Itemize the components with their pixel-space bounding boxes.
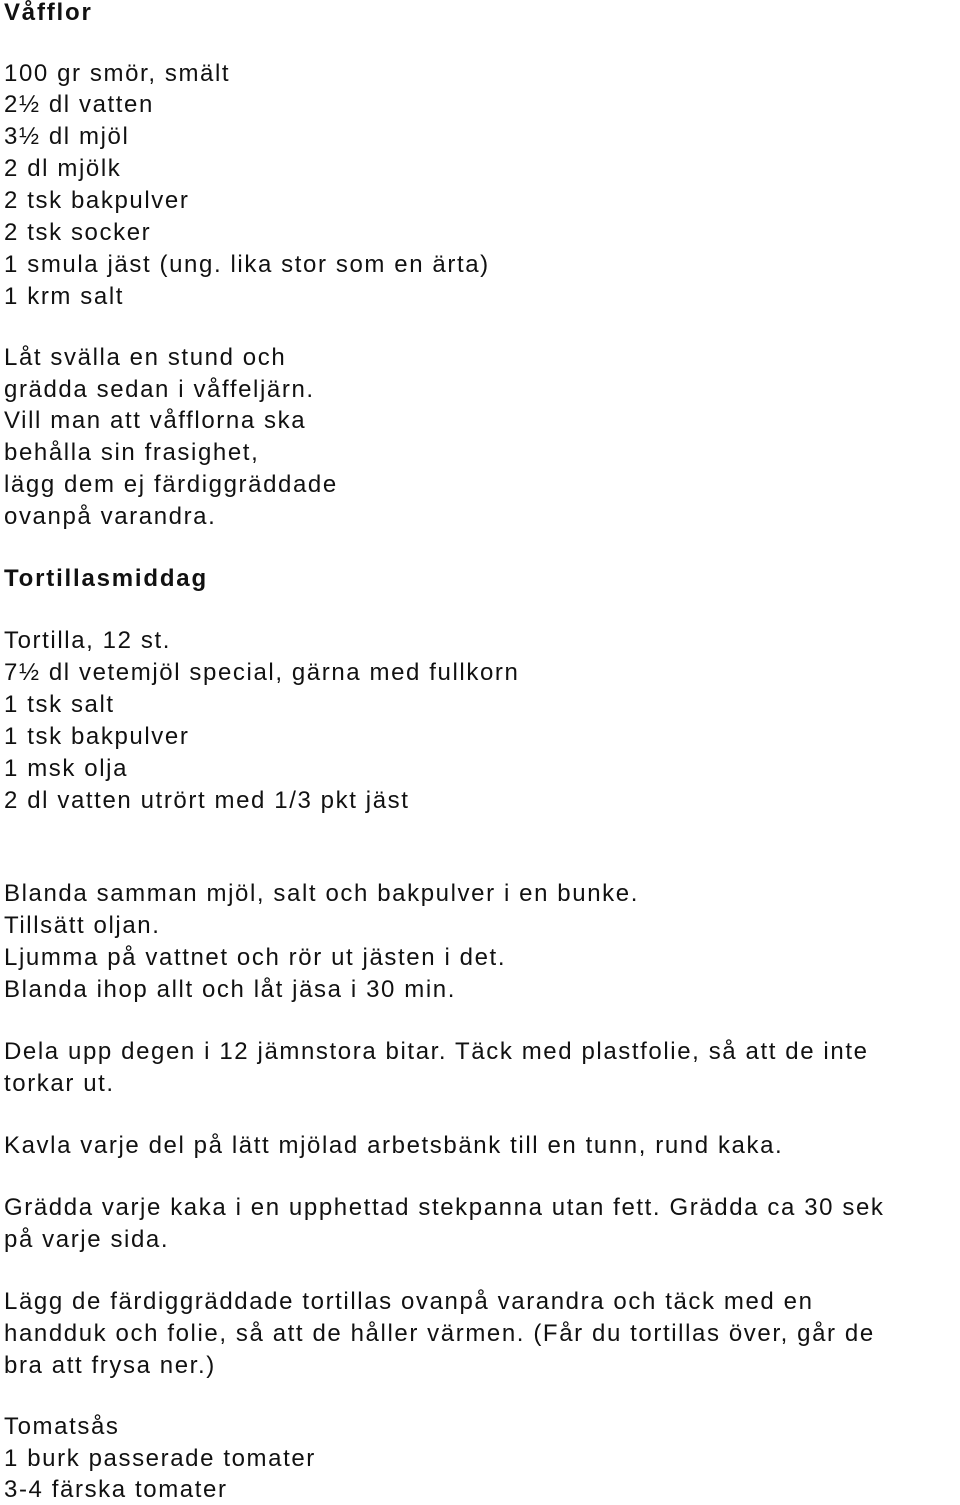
recipe-title-tomatsas: Tomatsås [4, 1413, 120, 1440]
instruction-line: ovanpå varandra. [4, 503, 217, 530]
step-line: Grädda varje kaka i en upphettad stekpanna utan fett. Grädda ca 30 sek [4, 1194, 885, 1221]
ingredient-line: 2 tsk socker [4, 219, 152, 246]
ingredient-line: 1 smula jäst (ung. lika stor som en ärta) [4, 251, 490, 278]
ingredient-line: 1 tsk salt [4, 691, 115, 718]
step-line: Ljumma på vattnet och rör ut jästen i det. [4, 944, 507, 971]
ingredient-line: 2½ dl vatten [4, 91, 154, 118]
step-line: bra att frysa ner.) [4, 1352, 216, 1379]
ingredient-line: 7½ dl vetemjöl special, gärna med fullkorn [4, 659, 520, 686]
instruction-line: lägg dem ej färdiggräddade [4, 471, 338, 498]
instruction-line: grädda sedan i våffeljärn. [4, 376, 315, 403]
instruction-line: Låt svälla en stund och [4, 344, 287, 371]
recipe-subtitle: Tortilla, 12 st. [4, 627, 171, 654]
step-line: torkar ut. [4, 1070, 115, 1097]
ingredient-line: 1 krm salt [4, 283, 125, 310]
recipe-title-tortillasmiddag: Tortillasmiddag [4, 565, 208, 592]
ingredient-line: 2 dl mjölk [4, 155, 122, 182]
ingredient-line: 1 tsk bakpulver [4, 723, 190, 750]
ingredient-line: 1 msk olja [4, 755, 129, 782]
step-line: Dela upp degen i 12 jämnstora bitar. Täck med plastfolie, så att de inte [4, 1038, 869, 1065]
step-line: handduk och folie, så att de håller värmen. (Får du tortillas över, går de [4, 1320, 875, 1347]
ingredient-line: 3-4 färska tomater [4, 1476, 228, 1503]
ingredient-line: 2 dl vatten utrört med 1/3 pkt jäst [4, 787, 410, 814]
ingredient-line: 1 burk passerade tomater [4, 1445, 316, 1472]
step-line: Blanda ihop allt och låt jäsa i 30 min. [4, 976, 456, 1003]
ingredient-line: 100 gr smör, smält [4, 60, 231, 87]
step-line: Blanda samman mjöl, salt och bakpulver i en bunke. [4, 880, 639, 907]
ingredient-line: 2 tsk bakpulver [4, 187, 190, 214]
step-line: på varje sida. [4, 1226, 170, 1253]
ingredient-line: 3½ dl mjöl [4, 123, 130, 150]
recipe-title-vafflor: Våfflor [4, 0, 93, 26]
step-line: Kavla varje del på lätt mjölad arbetsbänk till en tunn, rund kaka. [4, 1132, 784, 1159]
instruction-line: Vill man att våfflorna ska [4, 407, 307, 434]
step-line: Tillsätt oljan. [4, 912, 161, 939]
step-line: Lägg de färdiggräddade tortillas ovanpå varandra och täck med en [4, 1288, 814, 1315]
instruction-line: behålla sin frasighet, [4, 439, 260, 466]
